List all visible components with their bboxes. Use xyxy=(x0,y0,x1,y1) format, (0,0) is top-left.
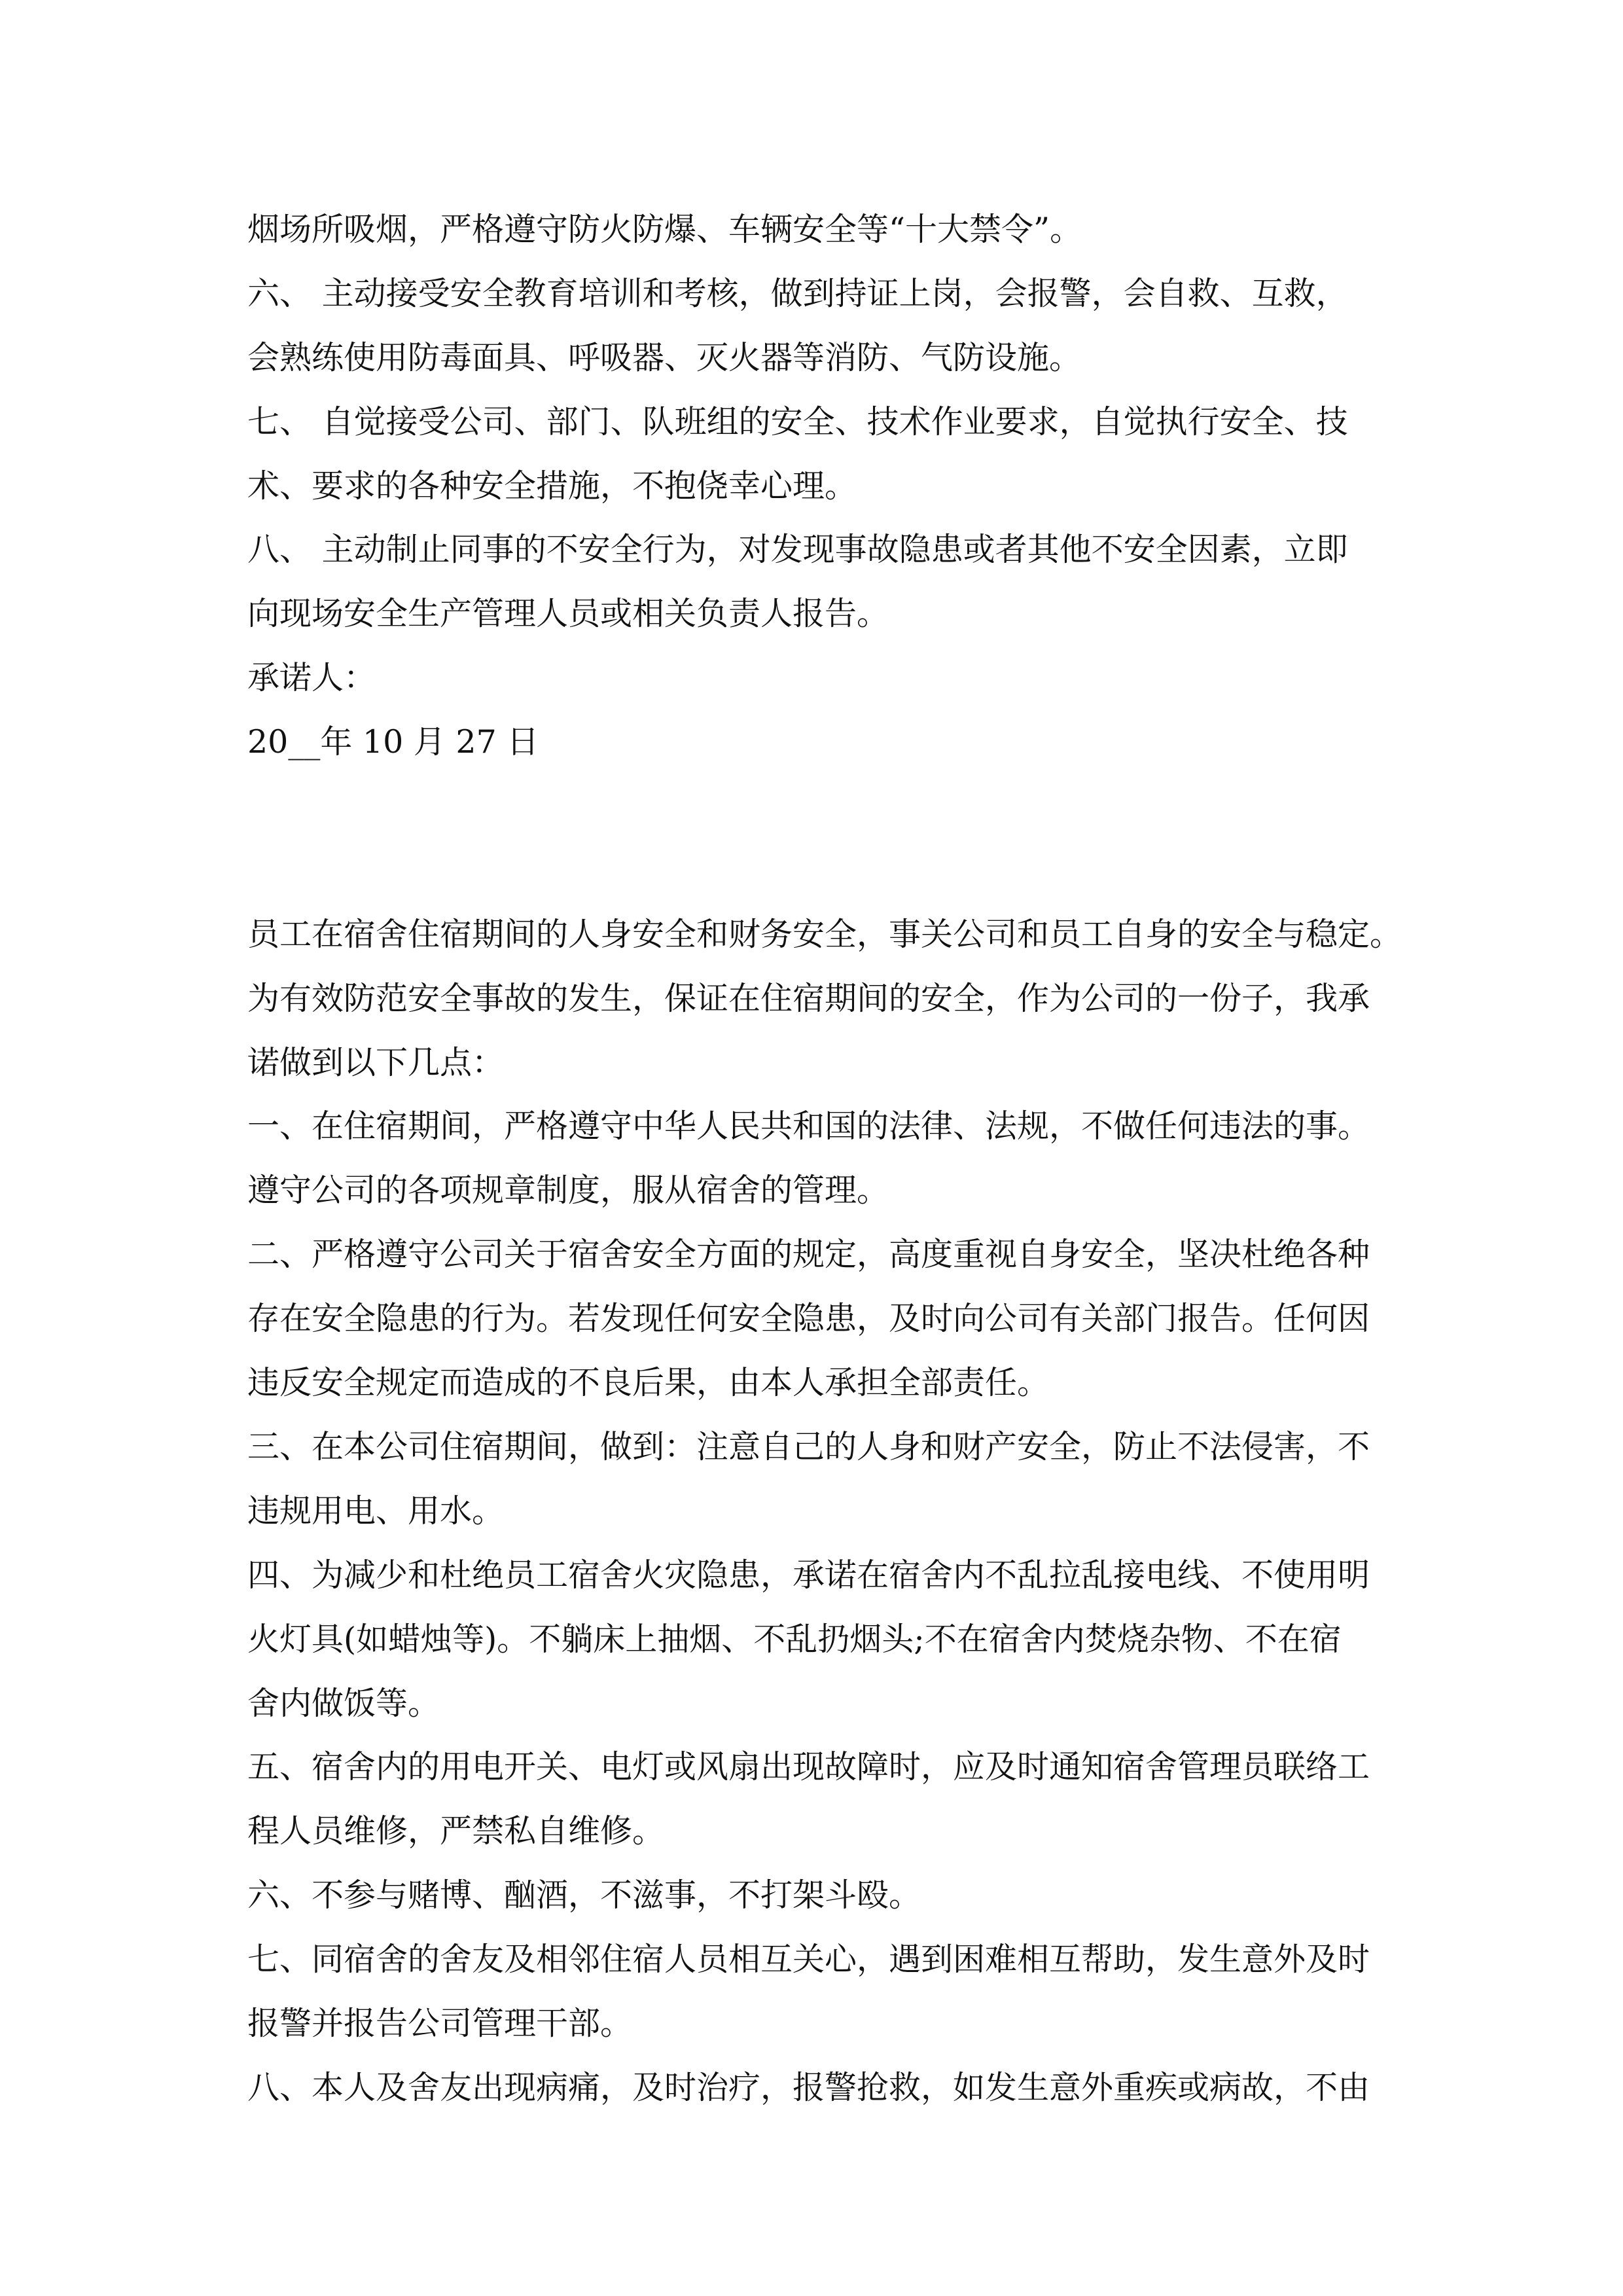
text-line: 违反安全规定而造成的不良后果，由本人承担全部责任。 xyxy=(247,1364,1050,1402)
document-body xyxy=(247,198,1402,2120)
text-line: 向现场安全生产管理人员或相关负责人报告。 xyxy=(247,595,889,633)
text-line: 违规用电、用水。 xyxy=(247,1492,505,1530)
clause-5: 五、宿舍内的用电开关、电灯或风扇出现故障时，应及时通知宿舍管理员联络工 xyxy=(247,1748,1370,1786)
text-line: 存在安全隐患的行为。若发现任何安全隐患，及时向公司有关部门报告。任何因 xyxy=(247,1300,1370,1338)
intro-line: 诺做到以下几点： xyxy=(247,1043,505,1081)
clause-1: 一、在住宿期间，严格遵守中华人民共和国的法律、法规，不做任何违法的事。 xyxy=(247,1107,1370,1145)
safety-pledge-continued xyxy=(247,198,1399,774)
text-line: 烟场所吸烟，严格遵守防火防爆、车辆安全等“十大禁令”。 xyxy=(247,211,1082,248)
dormitory-safety-pledge xyxy=(247,903,1402,2120)
text-line: 报警并报告公司管理干部。 xyxy=(247,2004,633,2042)
text-line: 火灯具(如蜡烛等)。不躺床上抽烟、不乱扔烟头;不在宿舍内焚烧杂物、不在宿 xyxy=(247,1620,1342,1658)
clause-3: 三、在本公司住宿期间，做到：注意自己的人身和财产安全，防止不法侵害，不 xyxy=(247,1427,1370,1465)
section-gap xyxy=(247,774,1399,903)
clause-6: 六、 主动接受安全教育培训和考核，做到持证上岗，会报警，会自救、互救， xyxy=(247,274,1348,312)
intro-line: 员工在宿舍住宿期间的人身安全和财务安全，事关公司和员工自身的安全与稳定。 xyxy=(247,915,1402,953)
intro-line: 为有效防范安全事故的发生，保证在住宿期间的安全，作为公司的一份子，我承 xyxy=(247,979,1370,1017)
text-line: 会熟练使用防毒面具、呼吸器、灭火器等消防、气防设施。 xyxy=(247,338,1082,376)
signer-label: 承诺人： xyxy=(247,659,376,697)
text-line: 程人员维修，严禁私自维修。 xyxy=(247,1812,665,1850)
clause-2: 二、严格遵守公司关于宿舍安全方面的规定，高度重视自身安全，坚决杜绝各种 xyxy=(247,1236,1370,1274)
clause-6: 六、不参与赌博、酗酒，不滋事，不打架斗殴。 xyxy=(247,1876,921,1914)
clause-8: 八、本人及舍友出现病痛，及时治疗，报警抢救，如发生意外重疾或病故，不由 xyxy=(247,2068,1370,2106)
date-line: 20__年 10 月 27 日 xyxy=(247,723,539,761)
text-line: 术、要求的各种安全措施，不抱侥幸心理。 xyxy=(247,467,857,505)
clause-7: 七、同宿舍的舍友及相邻住宿人员相互关心，遇到困难相互帮助，发生意外及时 xyxy=(247,1941,1370,1979)
text-line: 遵守公司的各项规章制度，服从宿舍的管理。 xyxy=(247,1172,889,1210)
text-line: 舍内做饭等。 xyxy=(247,1684,440,1722)
clause-8: 八、 主动制止同事的不安全行为，对发现事故隐患或者其他不安全因素，立即 xyxy=(247,531,1348,569)
clause-7: 七、 自觉接受公司、部门、队班组的安全、技术作业要求，自觉执行安全、技 xyxy=(247,403,1348,440)
clause-4: 四、为减少和杜绝员工宿舍火灾隐患，承诺在宿舍内不乱拉乱接电线、不使用明 xyxy=(247,1556,1370,1594)
